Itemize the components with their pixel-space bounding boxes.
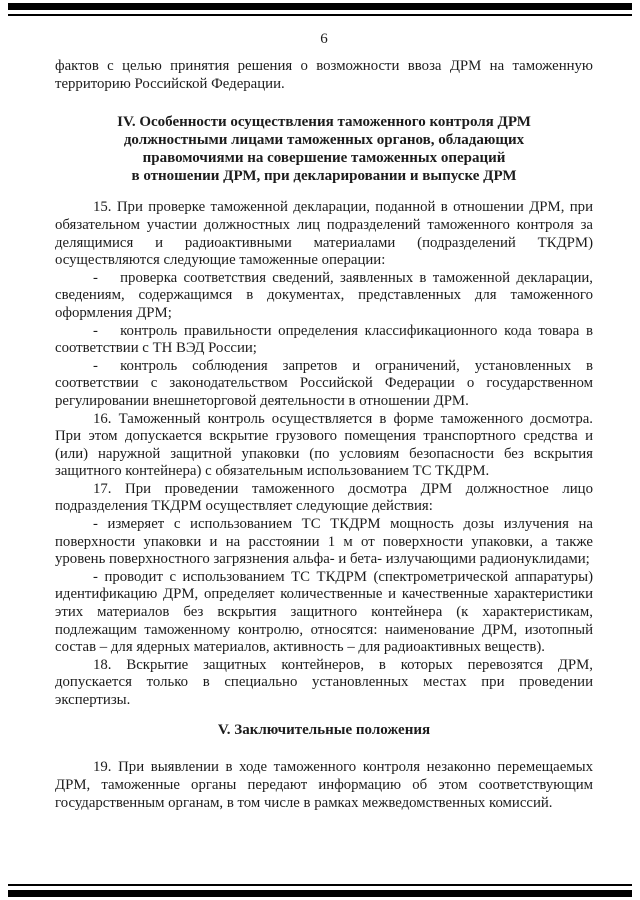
page-number: 6 bbox=[320, 31, 328, 47]
paragraph-15-item-2: - контроль правильности определения классификационного кода товара в соответствии с ТН ВЭД России; bbox=[55, 322, 593, 357]
paragraph-18: 18. Вскрытие защитных контейнеров, в которых перевозятся ДРМ, допускается только в специально установленных местах при проведении экспертизы. bbox=[55, 656, 593, 708]
section-heading-iv-line4: в отношении ДРМ, при декларировании и выпуске ДРМ bbox=[131, 167, 517, 184]
bottom-border-bar bbox=[8, 890, 632, 897]
paragraph-19: 19. При выявлении в ходе таможенного контроля незаконно перемещаемых ДРМ, таможенные органы передают информацию об этом соответствующим государственным органам, в том числе в рамках межведомственных комиссий. bbox=[55, 759, 593, 811]
top-border-bar bbox=[8, 3, 632, 10]
paragraph-17-item-2: - проводит с использованием ТС ТКДРМ (спектрометрической аппаратуры) идентификацию ДРМ, определяет количественные и качественные характеристики этих материалов без вскрытия защитного контейнера (к характеристикам, подлежащим таможенному контролю, относятся: наименование ДРМ, изотопный состав – для ядерных материалов, активность – для радиоактивных веществ). bbox=[55, 568, 593, 656]
paragraph-17-item-1: - измеряет с использованием ТС ТКДРМ мощность дозы излучения на поверхности упаковки и на расстоянии 1 м от поверхности упаковки, а также уровень поверхностного загрязнения альфа- и бета- излучающими радионуклидами; bbox=[55, 516, 593, 568]
paragraph-15: 15. При проверке таможенной декларации, поданной в отношении ДРМ, при обязательном участии должностных лиц подразделений таможенного контроля за делящимися и радиоактивными материалами (подразделений ТКДРМ) осуществляются следующие таможенные операции: bbox=[55, 199, 593, 269]
bottom-border-rule bbox=[8, 884, 632, 886]
section-heading-iv bbox=[55, 114, 593, 185]
page-content bbox=[55, 31, 593, 812]
section-heading-iv-line3: правомочиями на совершение таможенных операций bbox=[142, 149, 506, 166]
section-heading-v: V. Заключительные положения bbox=[217, 721, 431, 738]
top-border-rule bbox=[8, 14, 632, 16]
paragraph-17: 17. При проведении таможенного досмотра ДРМ должностное лицо подразделения ТКДРМ осуществляет следующие действия: bbox=[55, 480, 593, 515]
section-heading-iv-line1: IV. Особенности осуществления таможенного контроля ДРМ bbox=[117, 114, 531, 131]
section-heading-iv-line2: должностными лицами таможенных органов, обладающих bbox=[123, 131, 525, 148]
paragraph-15-item-1: - проверка соответствия сведений, заявленных в таможенной декларации, сведениям, содержащимся в документах, представленных для таможенного оформления ДРМ; bbox=[55, 269, 593, 321]
paragraph-continuation: фактов с целью принятия решения о возможности ввоза ДРМ на таможенную территорию Российской Федерации. bbox=[55, 58, 593, 92]
paragraph-15-item-3: - контроль соблюдения запретов и ограничений, установленных в соответствии с законодательством Российской Федерации о государственном регулировании внешнеторговой деятельности в отношении ДРМ. bbox=[55, 357, 593, 409]
paragraph-16: 16. Таможенный контроль осуществляется в форме таможенного досмотра. При этом допускается вскрытие грузового помещения транспортного средства и (или) наружной защитной упаковки (по условиям безопасности без вскрытия защитного контейнера) с обязательным использованием ТС ТКДРМ. bbox=[55, 410, 593, 480]
